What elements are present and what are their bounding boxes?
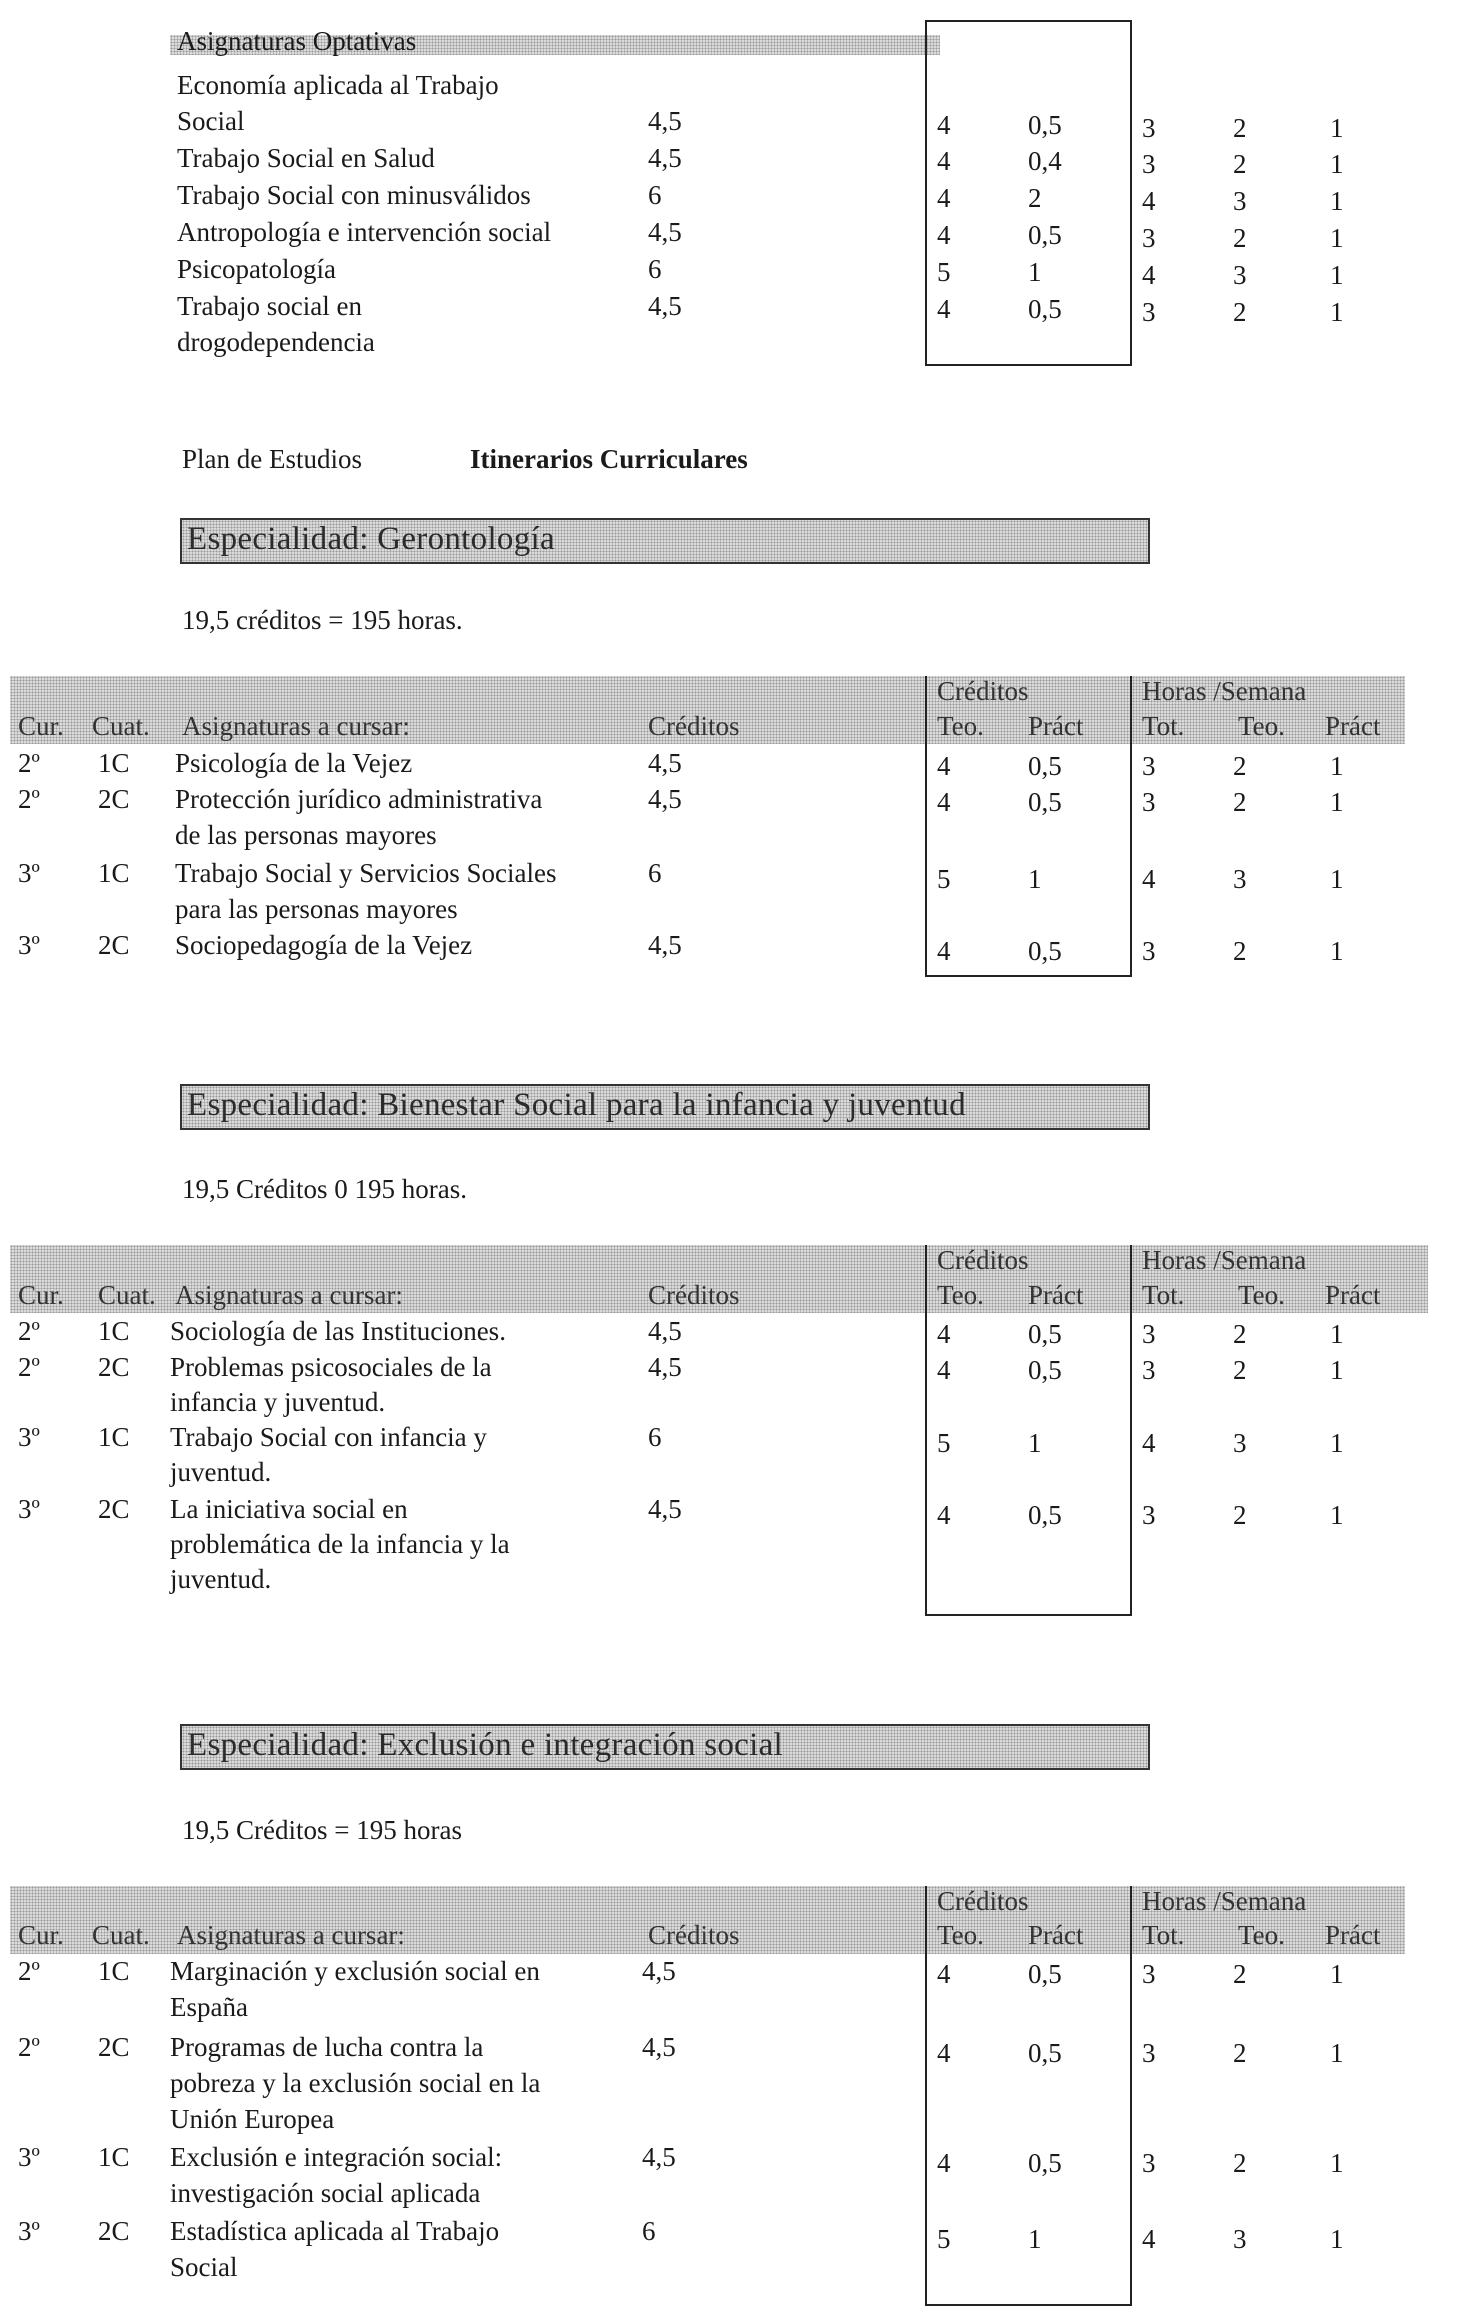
header-pract: Práct [1028, 1280, 1084, 1310]
cur-value: 2º [18, 784, 40, 814]
subject-name: España [170, 1992, 248, 2022]
creditos-value: 4,5 [642, 1956, 676, 1986]
hpract-value: 1 [1330, 1355, 1344, 1385]
header-horas-group: Horas /Semana [1142, 1886, 1307, 1916]
teo-value: 5 [937, 864, 951, 894]
hteo-value: 2 [1233, 2148, 1247, 2178]
pract-value: 0,5 [1028, 1319, 1062, 1349]
specialty-summary: 19,5 créditos = 195 horas. [182, 605, 463, 635]
tot-value: 4 [1142, 186, 1156, 216]
hpract-value: 1 [1330, 864, 1344, 894]
teo-value: 4 [937, 1319, 951, 1349]
hteo-value: 2 [1233, 297, 1247, 327]
header-hpract: Práct [1325, 1280, 1381, 1310]
creditos-value: 4,5 [648, 748, 682, 778]
optativas-credit-box-bottom [925, 364, 1132, 366]
creditos-value: 6 [648, 254, 662, 284]
specialty-summary: 19,5 Créditos 0 195 horas. [182, 1174, 467, 1204]
header-pract: Práct [1028, 1920, 1084, 1950]
subject-name: Marginación y exclusión social en [170, 1956, 540, 1986]
hpract-value: 1 [1330, 1319, 1344, 1349]
subject-name: problemática de la infancia y la [170, 1529, 510, 1559]
cur-value: 2º [18, 1316, 40, 1346]
hteo-value: 2 [1233, 113, 1247, 143]
teo-value: 4 [937, 110, 951, 140]
credit-box-right [1130, 1886, 1132, 2306]
subject-name: Psicología de la Vejez [175, 748, 413, 778]
pract-value: 0,5 [1028, 751, 1062, 781]
hpract-value: 1 [1330, 1959, 1344, 1989]
header-pract: Práct [1028, 711, 1084, 741]
header-hteo: Teo. [1238, 711, 1285, 741]
cur-value: 2º [18, 1956, 40, 1986]
cuat-value: 1C [98, 2142, 130, 2172]
teo-value: 4 [937, 183, 951, 213]
hteo-value: 3 [1233, 260, 1247, 290]
header-tot: Tot. [1142, 1920, 1185, 1950]
subject-name: Sociología de las Instituciones. [170, 1316, 506, 1346]
tot-value: 3 [1142, 2038, 1156, 2068]
header-teo: Teo. [937, 1280, 984, 1310]
header-creditos: Créditos [648, 1920, 740, 1950]
teo-value: 4 [937, 146, 951, 176]
subject-name: pobreza y la exclusión social en la [170, 2068, 541, 2098]
hteo-value: 2 [1233, 936, 1247, 966]
subject-name: Sociopedagogía de la Vejez [175, 930, 473, 960]
hteo-value: 3 [1233, 1428, 1247, 1458]
credit-box-bottom [925, 1614, 1132, 1616]
hteo-value: 2 [1233, 1355, 1247, 1385]
subject-name: Programas de lucha contra la [170, 2032, 484, 2062]
header-asignaturas: Asignaturas a cursar: [175, 1280, 403, 1310]
creditos-value: 4,5 [648, 784, 682, 814]
cuat-value: 1C [98, 748, 130, 778]
pract-value: 1 [1028, 864, 1042, 894]
pract-value: 0,5 [1028, 1500, 1062, 1530]
pract-value: 1 [1028, 1428, 1042, 1458]
credit-box-right [1130, 676, 1132, 976]
tot-value: 3 [1142, 751, 1156, 781]
header-cuat: Cuat. [98, 1280, 156, 1310]
cur-value: 3º [18, 1422, 40, 1452]
cur-value: 3º [18, 858, 40, 888]
subject-name: de las personas mayores [175, 820, 437, 850]
header-asignaturas: Asignaturas a cursar: [177, 1920, 405, 1950]
creditos-value: 4,5 [642, 2142, 676, 2172]
teo-value: 4 [937, 2038, 951, 2068]
tot-value: 3 [1142, 1959, 1156, 1989]
hpract-value: 1 [1330, 113, 1344, 143]
hteo-value: 3 [1233, 2224, 1247, 2254]
header-hpract: Práct [1325, 711, 1381, 741]
tot-value: 3 [1142, 936, 1156, 966]
header-cuat: Cuat. [92, 1920, 150, 1950]
creditos-value: 6 [648, 180, 662, 210]
hpract-value: 1 [1330, 1500, 1344, 1530]
creditos-value: 4,5 [642, 2032, 676, 2062]
teo-value: 4 [937, 220, 951, 250]
plan-label: Plan de Estudios [182, 444, 362, 474]
hteo-value: 2 [1233, 1959, 1247, 1989]
cur-value: 2º [18, 2032, 40, 2062]
credit-box-left [925, 1886, 927, 2306]
creditos-value: 4,5 [648, 217, 682, 247]
specialty-summary: 19,5 Créditos = 195 horas [182, 1815, 462, 1845]
credit-box-bottom [925, 2304, 1132, 2306]
optativas-credit-box-left [925, 20, 927, 365]
cuat-value: 2C [98, 2216, 130, 2246]
hpract-value: 1 [1330, 751, 1344, 781]
cuat-value: 1C [98, 1956, 130, 1986]
tot-value: 3 [1142, 1500, 1156, 1530]
header-creditos-group: Créditos [937, 1886, 1029, 1916]
tot-value: 3 [1142, 223, 1156, 253]
teo-value: 4 [937, 751, 951, 781]
creditos-value: 4,5 [648, 143, 682, 173]
creditos-value: 4,5 [648, 1316, 682, 1346]
pract-value: 0,5 [1028, 1959, 1062, 1989]
header-hpract: Práct [1325, 1920, 1381, 1950]
subject-name: Estadística aplicada al Trabajo [170, 2216, 500, 2246]
hpract-value: 1 [1330, 223, 1344, 253]
credit-box-right [1130, 1245, 1132, 1615]
hpract-value: 1 [1330, 2038, 1344, 2068]
tot-value: 3 [1142, 1319, 1156, 1349]
header-horas-group: Horas /Semana [1142, 676, 1307, 706]
tot-value: 4 [1142, 1428, 1156, 1458]
hteo-value: 2 [1233, 1319, 1247, 1349]
teo-value: 4 [937, 1355, 951, 1385]
pract-value: 0,5 [1028, 2038, 1062, 2068]
subject-name: Trabajo Social con minusválidos [177, 180, 531, 210]
header-cur: Cur. [18, 1280, 64, 1310]
header-cuat: Cuat. [92, 711, 150, 741]
tot-value: 3 [1142, 787, 1156, 817]
creditos-value: 6 [648, 1422, 662, 1452]
tot-value: 3 [1142, 297, 1156, 327]
header-creditos: Créditos [648, 1280, 740, 1310]
teo-value: 4 [937, 294, 951, 324]
subject-name: Trabajo Social y Servicios Sociales [175, 858, 557, 888]
cuat-value: 2C [98, 1494, 130, 1524]
subject-name: Trabajo Social con infancia y [170, 1422, 487, 1452]
teo-value: 4 [937, 936, 951, 966]
cuat-value: 2C [98, 930, 130, 960]
creditos-value: 4,5 [648, 106, 682, 136]
subject-name: Psicopatología [177, 254, 336, 284]
pract-value: 0,5 [1028, 787, 1062, 817]
specialty-title: Especialidad: Gerontología [187, 521, 555, 557]
hpract-value: 1 [1330, 2224, 1344, 2254]
header-creditos-group: Créditos [937, 676, 1029, 706]
subject-name: juventud. [170, 1457, 272, 1487]
cur-value: 3º [18, 2142, 40, 2172]
header-horas-group: Horas /Semana [1142, 1245, 1307, 1275]
tot-value: 3 [1142, 1355, 1156, 1385]
subject-name: Trabajo Social en Salud [177, 143, 435, 173]
specialty-title: Especialidad: Exclusión e integración social [187, 1727, 784, 1763]
hpract-value: 1 [1330, 149, 1344, 179]
cur-value: 3º [18, 1494, 40, 1524]
credit-box-bottom [925, 975, 1132, 977]
plan-title: Itinerarios Curriculares [470, 444, 748, 474]
creditos-value: 6 [642, 2216, 656, 2246]
teo-value: 4 [937, 1959, 951, 1989]
hpract-value: 1 [1330, 936, 1344, 966]
hteo-value: 3 [1233, 186, 1247, 216]
specialty-title: Especialidad: Bienestar Social para la infancia y juventud [187, 1087, 966, 1123]
teo-value: 5 [937, 257, 951, 287]
hpract-value: 1 [1330, 260, 1344, 290]
tot-value: 3 [1142, 113, 1156, 143]
creditos-value: 4,5 [648, 291, 682, 321]
subject-name: Social [170, 2252, 238, 2282]
hpract-value: 1 [1330, 787, 1344, 817]
teo-value: 5 [937, 1428, 951, 1458]
tot-value: 3 [1142, 149, 1156, 179]
credit-box-left [925, 676, 927, 976]
pract-value: 1 [1028, 257, 1042, 287]
credit-box-left [925, 1245, 927, 1615]
subject-name: La iniciativa social en [170, 1494, 408, 1524]
header-hteo: Teo. [1238, 1280, 1285, 1310]
pract-value: 0,4 [1028, 146, 1062, 176]
subject-name: drogodependencia [177, 327, 375, 357]
hpract-value: 1 [1330, 297, 1344, 327]
header-creditos: Créditos [648, 711, 740, 741]
hteo-value: 3 [1233, 864, 1247, 894]
optativas-credit-box-right [1130, 20, 1132, 365]
header-cur: Cur. [18, 1920, 64, 1950]
pract-value: 0,5 [1028, 2148, 1062, 2178]
subject-name: Economía aplicada al Trabajo [177, 70, 499, 100]
header-teo: Teo. [937, 711, 984, 741]
teo-value: 4 [937, 1500, 951, 1530]
pract-value: 0,5 [1028, 294, 1062, 324]
pract-value: 2 [1028, 183, 1042, 213]
subject-name: infancia y juventud. [170, 1387, 386, 1417]
tot-value: 4 [1142, 864, 1156, 894]
pract-value: 0,5 [1028, 110, 1062, 140]
subject-name: Protección jurídico administrativa [175, 784, 543, 814]
header-asignaturas: Asignaturas a cursar: [182, 711, 410, 741]
creditos-value: 4,5 [648, 1494, 682, 1524]
subject-name: Antropología e intervención social [177, 217, 552, 247]
pract-value: 0,5 [1028, 936, 1062, 966]
subject-name: Unión Europea [170, 2104, 335, 2134]
hteo-value: 2 [1233, 787, 1247, 817]
cuat-value: 1C [98, 858, 130, 888]
hpract-value: 1 [1330, 186, 1344, 216]
header-hteo: Teo. [1238, 1920, 1285, 1950]
tot-value: 4 [1142, 260, 1156, 290]
hteo-value: 2 [1233, 1500, 1247, 1530]
subject-name: Exclusión e integración social: [170, 2142, 503, 2172]
header-tot: Tot. [1142, 1280, 1185, 1310]
optativas-credit-box-top [925, 20, 1132, 22]
cuat-value: 2C [98, 784, 130, 814]
pract-value: 0,5 [1028, 1355, 1062, 1385]
teo-value: 5 [937, 2224, 951, 2254]
cuat-value: 2C [98, 1352, 130, 1382]
hteo-value: 2 [1233, 2038, 1247, 2068]
creditos-value: 4,5 [648, 1352, 682, 1382]
subject-name: Trabajo social en [177, 291, 362, 321]
header-teo: Teo. [937, 1920, 984, 1950]
hpract-value: 1 [1330, 2148, 1344, 2178]
tot-value: 3 [1142, 2148, 1156, 2178]
subject-name: Problemas psicosociales de la [170, 1352, 492, 1382]
subject-name: Social [177, 106, 245, 136]
pract-value: 1 [1028, 2224, 1042, 2254]
hpract-value: 1 [1330, 1428, 1344, 1458]
subject-name: juventud. [170, 1564, 272, 1594]
cur-value: 2º [18, 1352, 40, 1382]
subject-name: investigación social aplicada [170, 2178, 481, 2208]
cuat-value: 1C [98, 1316, 130, 1346]
hteo-value: 2 [1233, 223, 1247, 253]
pract-value: 0,5 [1028, 220, 1062, 250]
cur-value: 3º [18, 930, 40, 960]
header-tot: Tot. [1142, 711, 1185, 741]
cur-value: 2º [18, 748, 40, 778]
cuat-value: 1C [98, 1422, 130, 1452]
header-creditos-group: Créditos [937, 1245, 1029, 1275]
tot-value: 4 [1142, 2224, 1156, 2254]
optativas-header: Asignaturas Optativas [177, 26, 417, 56]
teo-value: 4 [937, 2148, 951, 2178]
teo-value: 4 [937, 787, 951, 817]
hteo-value: 2 [1233, 149, 1247, 179]
header-cur: Cur. [18, 711, 64, 741]
creditos-value: 4,5 [648, 930, 682, 960]
creditos-value: 6 [648, 858, 662, 888]
cuat-value: 2C [98, 2032, 130, 2062]
hteo-value: 2 [1233, 751, 1247, 781]
cur-value: 3º [18, 2216, 40, 2246]
subject-name: para las personas mayores [175, 894, 458, 924]
